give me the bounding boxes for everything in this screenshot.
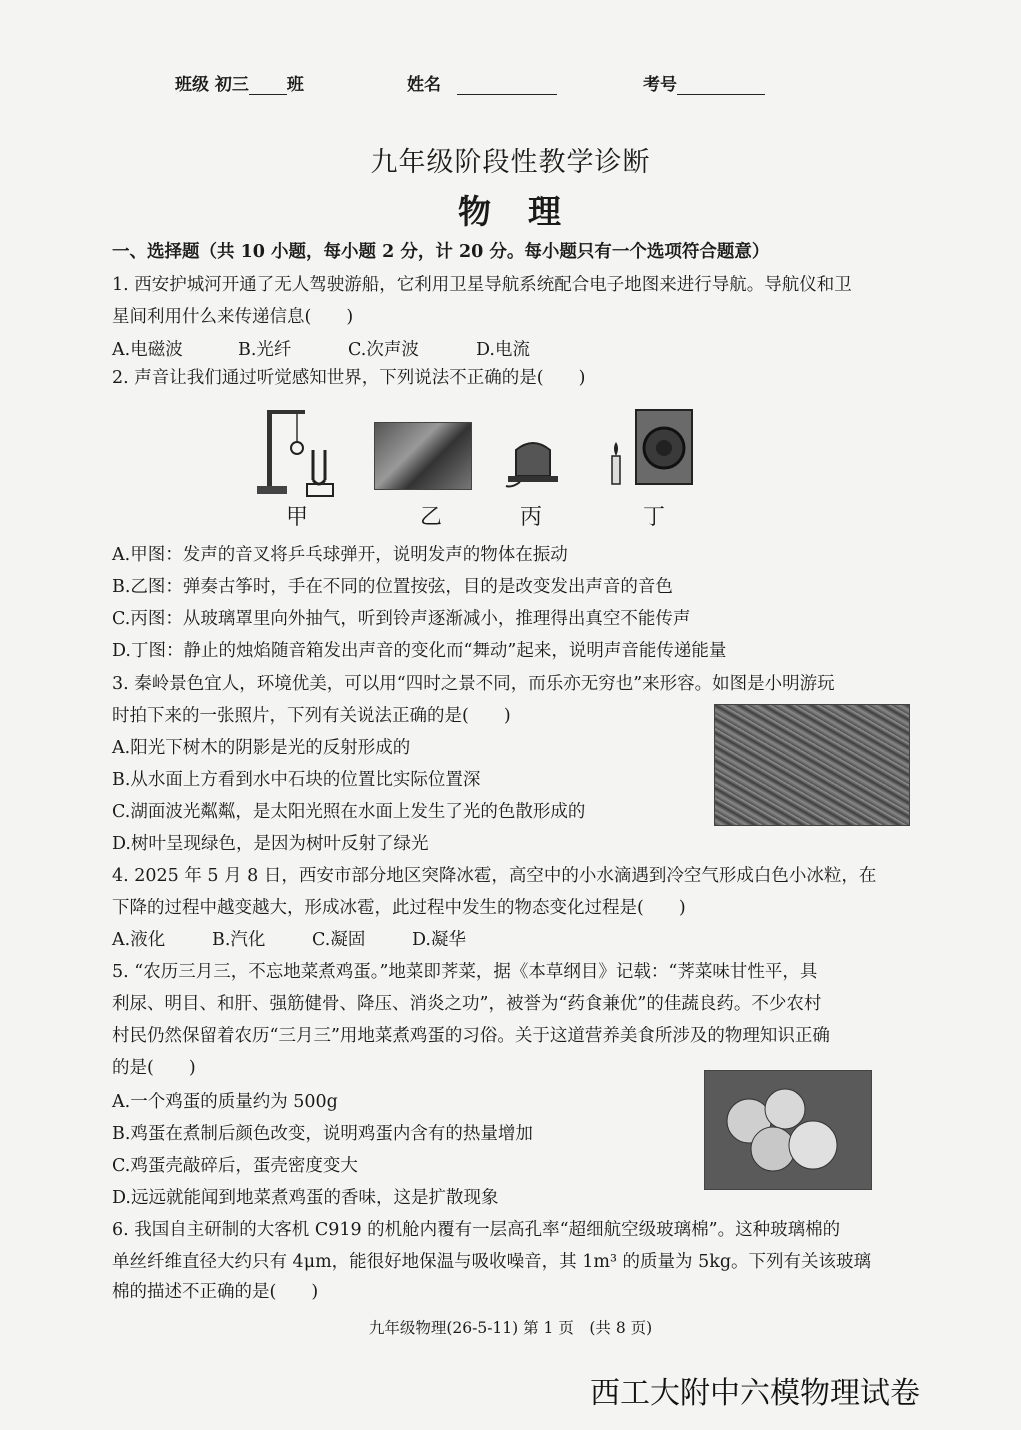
q1-option-b: B.光纤	[238, 340, 292, 360]
q1-stem-line2: 星间利用什么来传递信息( )	[112, 307, 354, 327]
q5-option-d: D.远远就能闻到地菜煮鸡蛋的香味，这是扩散现象	[112, 1188, 499, 1208]
guzheng-photo	[374, 422, 472, 490]
caption-jia: 甲	[286, 505, 309, 530]
q6-stem-line1: 6. 我国自主研制的大客机 C919 的机舱内覆有一层高孔率“超细航空级玻璃棉”。这种玻璃棉的	[112, 1220, 841, 1240]
name-blank	[457, 76, 557, 95]
class-blank	[249, 76, 287, 95]
q1-option-a: A.电磁波	[112, 340, 183, 360]
q6-stem-line3: 棉的描述不正确的是( )	[112, 1282, 319, 1302]
caption-yi: 乙	[420, 505, 443, 530]
tuning-fork-figure	[255, 400, 345, 500]
section-heading: 一、选择题（共 10 小题，每小题 2 分，计 20 分。每小题只有一个选项符合题意）	[112, 242, 770, 262]
name-label: 姓名	[407, 75, 441, 95]
q4-option-b: B.汽化	[212, 930, 266, 950]
page-footer: 九年级物理(26-5-11) 第 1 页 (共 8 页)	[368, 1319, 653, 1337]
subject-title: 物 理	[458, 192, 563, 231]
speaker-candle-figure	[606, 406, 696, 491]
q2-option-c: C.丙图：从玻璃罩里向外抽气，听到铃声逐渐减小，推理得出真空不能传声	[112, 609, 691, 629]
class-suffix: 班	[286, 75, 304, 95]
id-label: 考号	[643, 75, 677, 95]
qinling-photo	[714, 704, 910, 826]
caption-bing: 丙	[520, 505, 543, 530]
q3-option-d: D.树叶呈现绿色，是因为树叶反射了绿光	[112, 834, 429, 854]
q4-option-a: A.液化	[112, 930, 166, 950]
q4-stem-line2: 下降的过程中越变越大，形成冰雹，此过程中发生的物态变化过程是( )	[112, 898, 686, 918]
q4-stem-line1: 4. 2025 年 5 月 8 日，西安市部分地区突降冰雹，高空中的小水滴遇到冷空气形成白色小冰粒，在	[112, 866, 877, 886]
id-blank	[677, 76, 765, 95]
q2-stem: 2. 声音让我们通过听觉感知世界，下列说法不正确的是( )	[112, 368, 586, 388]
q4-options	[112, 928, 466, 952]
bell-jar-figure	[500, 436, 566, 491]
q3-stem-line1: 3. 秦岭景色宜人，环境优美，可以用“四时之景不同，而乐亦无穷也”来形容。如图是小明游玩	[112, 674, 835, 694]
q5-option-a: A.一个鸡蛋的质量约为 500g	[112, 1092, 338, 1112]
q2-option-a: A.甲图：发声的音叉将乒乓球弹开，说明发声的物体在振动	[112, 545, 568, 565]
class-label: 班级 初三	[175, 75, 249, 95]
exam-title: 九年级阶段性教学诊断	[370, 147, 651, 178]
q5-stem-line2: 利尿、明目、和肝、强筋健骨、降压、消炎之功”，被誉为“药食兼优”的佳蔬良药。不少农村	[112, 994, 822, 1014]
q1-option-c: C.次声波	[348, 340, 419, 360]
q3-option-c: C.湖面波光粼粼，是太阳光照在水面上发生了光的色散形成的	[112, 802, 586, 822]
q2-option-b: B.乙图：弹奏古筝时，手在不同的位置按弦，目的是改变发出声音的音色	[112, 577, 673, 597]
caption-ding: 丁	[643, 505, 666, 530]
q4-option-d: D.凝华	[412, 930, 466, 950]
name-field	[407, 70, 557, 95]
q5-option-b: B.鸡蛋在煮制后颜色改变，说明鸡蛋内含有的热量增加	[112, 1124, 533, 1144]
q4-option-c: C.凝固	[312, 930, 366, 950]
eggs-illustration	[705, 1071, 871, 1189]
watermark-caption: 西工大附中六模物理试卷	[590, 1376, 920, 1411]
q1-option-d: D.电流	[476, 340, 530, 360]
q1-stem-line1: 1. 西安护城河开通了无人驾驶游船，它利用卫星导航系统配合电子地图来进行导航。导航仪和卫	[112, 275, 852, 295]
q5-option-c: C.鸡蛋壳敲碎后，蛋壳密度变大	[112, 1156, 358, 1176]
q5-stem-line3: 村民仍然保留着农历“三月三”用地菜煮鸡蛋的习俗。关于这道营养美食所涉及的物理知识正确	[112, 1026, 830, 1046]
id-field	[643, 70, 765, 95]
eggs-photo	[704, 1070, 872, 1190]
q3-option-a: A.阳光下树木的阴影是光的反射形成的	[112, 738, 411, 758]
q5-stem-line1: 5. “农历三月三，不忘地菜煮鸡蛋。”地菜即荠菜，据《本草纲目》记载：“荠菜味甘性平，具	[112, 962, 818, 982]
class-field	[175, 70, 304, 95]
student-info-header	[175, 70, 815, 100]
q3-stem-line2: 时拍下来的一张照片，下列有关说法正确的是( )	[112, 706, 511, 726]
q3-option-b: B.从水面上方看到水中石块的位置比实际位置深	[112, 770, 481, 790]
q2-option-d: D.丁图：静止的烛焰随音箱发出声音的变化而“舞动”起来，说明声音能传递能量	[112, 641, 727, 661]
q5-stem-line4: 的是( )	[112, 1058, 196, 1078]
q1-options	[112, 338, 530, 362]
q6-stem-line2: 单丝纤维直径大约只有 4μm，能很好地保温与吸收噪音，其 1m³ 的质量为 5kg。下列有关该玻璃	[112, 1252, 872, 1272]
